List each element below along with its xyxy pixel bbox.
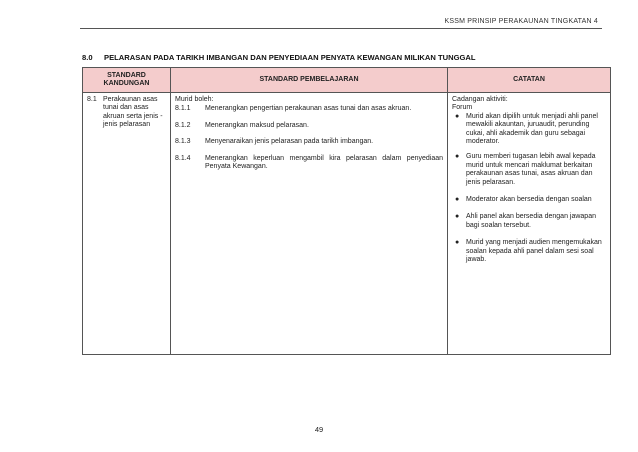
sp-code: 8.1.2 [175,121,191,129]
bullet-icon: ● [455,112,460,120]
list-item-text: Moderator akan bersedia dengan soalan [466,196,592,204]
bullet-icon: ● [455,196,460,204]
sp-code: 8.1.3 [175,138,191,146]
list-item [452,213,606,230]
list-item-text: Murid akan dipilih untuk menjadi ahli panel mewakili akauntan, juruaudit, perunding cukai, ahli akademik dan guru sebagai moderator. [466,112,598,146]
sp-lead: Murid boleh: [175,96,214,103]
sk-text: Perakaunan asas tunai dan asas akruan serta jenis - jenis pelarasan [103,96,163,129]
sp-code: 8.1.4 [175,154,191,162]
list-item [452,196,606,204]
list-item [452,239,606,264]
cell-standard-pembelajaran [171,93,448,355]
sk-number: 8.1 [87,96,97,103]
catatan-list [452,113,606,265]
table-row [83,93,611,355]
header-standard-kandungan-label: STANDARD KANDUNGAN [103,71,150,87]
curriculum-table [82,67,611,355]
section-title-text: PELARASAN PADA TARIKH IMBANGAN DAN PENYEDIAAN PENYATA KEWANGAN MILIKAN TUNGGAL [104,53,476,62]
list-item-text: Guru memberi tugasan lebih awal kepada murid untuk mencari maklumat berkaitan perakaunan asas tunai, asas akruan dan jenis pelarasan. [466,153,596,186]
list-item [452,113,606,147]
list-item-text: Murid yang menjadi audien mengemukakan soalan kepada ahli panel dalam sesi soal jawab. [466,239,602,264]
catatan-lead: Cadangan aktiviti: [452,96,508,103]
page-number: 49 [314,425,324,434]
section-title [82,53,476,62]
bullet-icon: ● [455,213,460,221]
running-header: KSSM PRINSIP PERAKAUNAN TINGKATAN 4 [444,18,598,25]
sp-code: 8.1.1 [175,105,191,113]
list-item-text: Ahli panel akan bersedia dengan jawapan bagi soalan tersebut. [466,213,596,229]
sp-item [175,122,443,130]
header-rule [80,28,602,29]
catatan-sub: Forum [452,104,473,112]
bullet-icon: ● [455,153,460,161]
sp-text: Menerangkan keperluan mengambil kira pelarasan dalam penyediaan Penyata Kewangan. [205,154,443,171]
header-catatan: CATATAN [448,68,611,93]
cell-standard-kandungan [83,93,171,355]
sp-item [175,105,443,113]
bullet-icon: ● [455,239,460,247]
header-standard-kandungan [83,68,171,93]
section-number: 8.0 [82,53,93,62]
sp-item [175,155,443,172]
table-header-row [83,68,611,93]
sp-item [175,138,443,146]
sp-text: Menerangkan maksud pelarasan. [205,121,309,129]
list-item [452,153,606,187]
sp-text: Menerangkan pengertian perakaunan asas tunai dan asas akruan. [205,105,412,113]
header-standard-pembelajaran: STANDARD PEMBELAJARAN [171,68,448,93]
sp-text: Menyenaraikan jenis pelarasan pada tarikh imbangan. [205,138,374,146]
cell-catatan [448,93,611,355]
